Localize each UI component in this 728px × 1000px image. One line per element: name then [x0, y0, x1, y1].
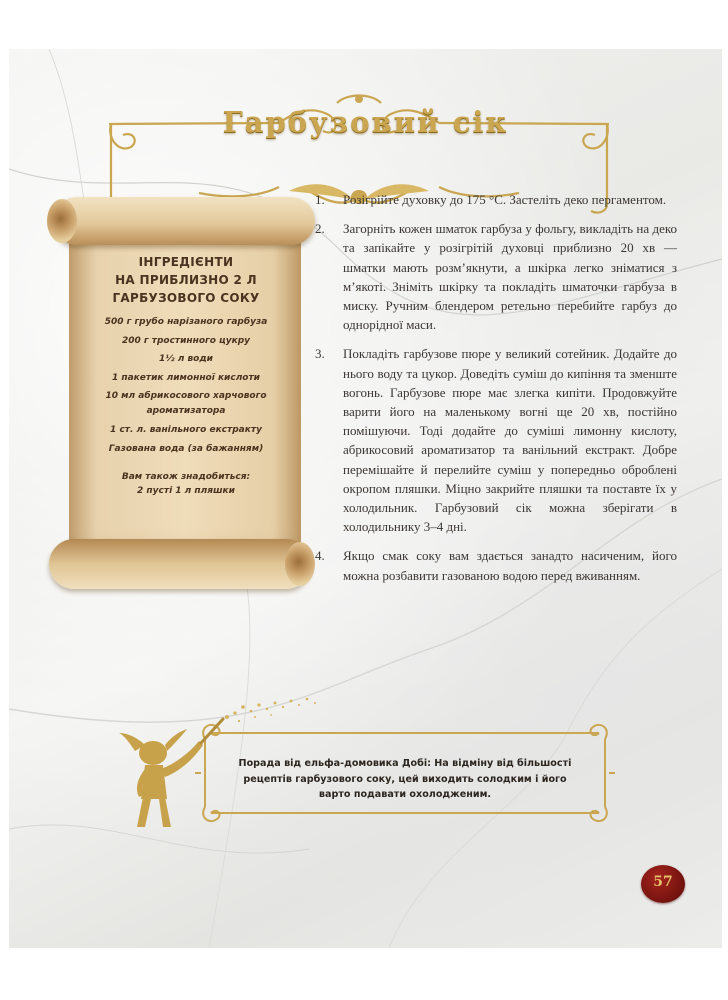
step-text: Розігрійте духовку до 175 °C. Застеліть деко пергаментом. [343, 192, 667, 207]
scroll-roll-bottom [49, 539, 311, 589]
book-page [9, 49, 722, 948]
step-number: 4. [315, 548, 325, 564]
ingredient-item: 200 г тростинного цукру [121, 335, 251, 346]
scroll-roll-top [53, 197, 315, 245]
page-number-seal [641, 865, 685, 903]
step-item [315, 190, 677, 209]
step-item [315, 219, 677, 334]
dobby-figure-icon [117, 689, 327, 839]
ingredients-heading-line: НА ПРИБЛИЗНО 2 Л [115, 273, 257, 287]
recipe-steps [315, 190, 677, 595]
step-text: Покладіть гарбузове пюре у великий сотейник. Додайте до нього воду та цукор. Доведіть суміш до кипіння та зменште вогонь. Гарбузове пюре має злегка кипіти. Продовжуйте варити його на маленькому вогні ще 20 хв, постійно помішуючи. Тоді додайте до суміші лимонну кислоту, абрикосовий ароматизатор та ванільний екстракт. Добре перемішайте й перелийте суміш у попередньо оброблені окропом пляшки. Міцно закрийте пляшки та поставте їх у холодильник. Гарбузовий сік можна зберігати в холодильнику 3–4 дні. [343, 346, 677, 535]
step-item [315, 344, 677, 536]
ingredient-item: Газована вода (за бажанням) [108, 443, 264, 454]
tip-line: рецептів гарбузового соку, цей виходить солодким і його [243, 773, 567, 785]
ingredients-heading-line: ІНГРЕДІЄНТИ [138, 255, 234, 269]
recipe-title: Гарбузовий сік [222, 105, 509, 139]
ingredient-item: 1 пакетик лимонної кислоти [112, 372, 260, 383]
scroll-cap-bottom-right [285, 542, 315, 586]
tip-line: Порада від ельфа-домовика Добі: На відміну від більшості [238, 758, 572, 769]
step-number: 3. [315, 346, 325, 362]
ingredient-item: 1 ст. л. ванільного екстракту [110, 425, 262, 435]
ingredient-item: 500 г грубо нарізаного гарбуза [104, 317, 268, 327]
ingredient-item: ароматизатора [146, 406, 226, 416]
tip-line: варто подавати охолодженим. [318, 789, 492, 800]
ingredients-scroll [39, 189, 321, 599]
step-text: Якщо смак соку вам здається занадто насиченим, його можна розбавити газованою водою перед вживанням. [343, 548, 677, 583]
step-item [315, 546, 677, 584]
also-needed [83, 470, 289, 498]
ingredients-block [83, 253, 289, 498]
page-number: 57 [653, 874, 673, 890]
scroll-cap-top-left [47, 199, 77, 243]
ingredient-item: 1½ л води [159, 354, 213, 364]
step-text: Загорніть кожен шматок гарбуза у фольгу, викладіть на деко та запікайте у розігрітій духовці приблизно 20 хв — шматки мають розм’якнути, а шкірка легко зніматися з м’якоті. Зніміть шкірку та покладіть шматочки гарбуза в миску. Ручним блендером ретельно перебийте гарбуз до однорідної маси. [343, 221, 677, 333]
step-number: 2. [315, 221, 325, 237]
ingredients-heading [83, 253, 289, 307]
also-needed-line: Вам також знадобиться: [121, 472, 251, 482]
step-number: 1. [315, 192, 325, 207]
ingredient-item: 10 мл абрикосового харчового [105, 391, 267, 401]
also-needed-line: 2 пусті 1 л пляшки [137, 486, 235, 496]
ingredients-heading-line: ГАРБУЗОВОГО СОКУ [112, 291, 260, 305]
